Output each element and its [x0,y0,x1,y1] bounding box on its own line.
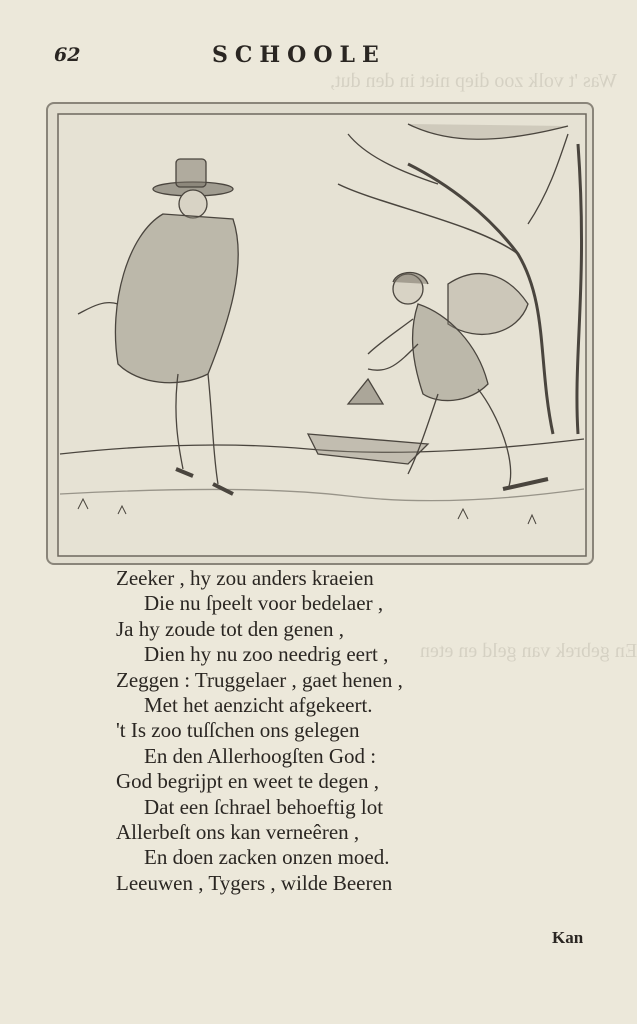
catchword: Kan [552,928,584,947]
verse-line: En doen zacken onzen moed. [144,845,390,870]
verse-line: Allerbeſt ons kan verneêren , [116,820,360,845]
verse-line: En den Allerhoogſten God : [144,743,377,768]
verse-line: Zeeker , hy zou anders kraeien [116,566,374,590]
verse-line: Ja hy zoude tot den genen , [116,616,345,641]
show-through-text: Was 't volk zoo diep niet in den dut, [330,70,617,92]
verse-line: Met het aenzicht afgekeert. [144,693,373,718]
verse-line: Dien hy nu zoo needrig eert , [144,642,389,667]
engraving-illustration [48,104,596,567]
verse-line: Zeggen : Truggelaer , gaet henen , [116,667,403,692]
verse-text [116,566,403,896]
running-title: SCHOOLE [212,42,386,68]
page-number: 62 [54,44,81,66]
verse-line: Leeuwen , Tygers , wilde Beeren [116,870,393,895]
verse-line: 't Is zoo tuſſchen ons gelegen [116,718,360,743]
show-through-text: En gebrek van geld en eten [420,640,637,662]
verse-line: Dat een ſchrael behoeftig lot [144,794,384,819]
verse-line: God begrijpt en weet te degen , [116,769,379,794]
engraving-plate [46,102,594,565]
verse-line: Die nu ſpeelt voor bedelaer , [144,591,384,616]
